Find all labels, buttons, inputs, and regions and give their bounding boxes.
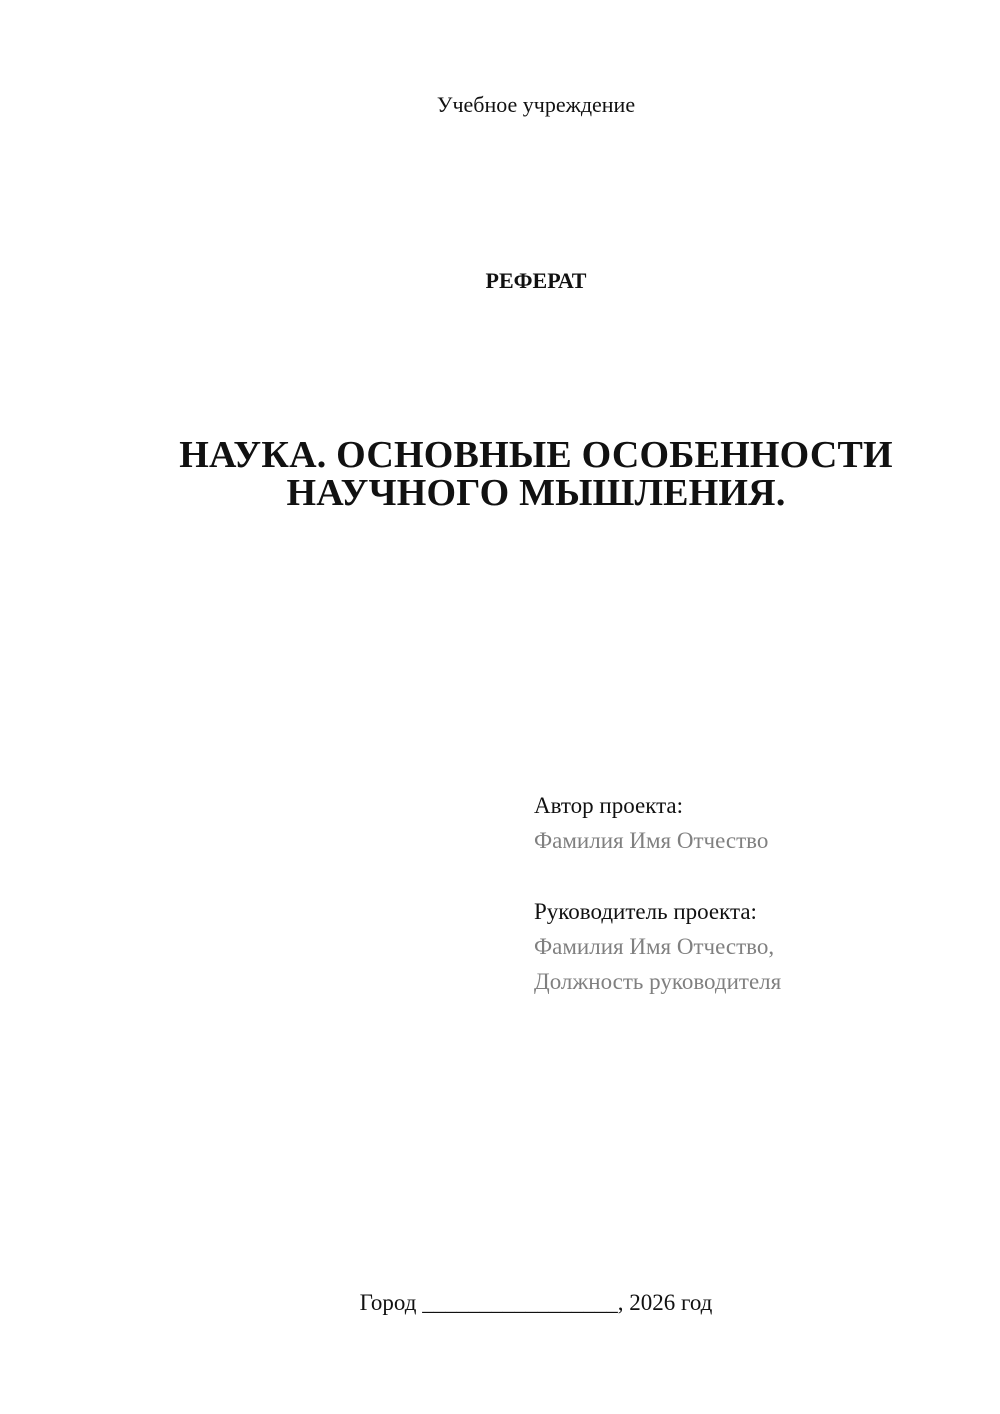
supervisor-position: Должность руководителя — [534, 969, 782, 994]
city-blank: _________________ — [422, 1290, 618, 1315]
supervisor-label: Руководитель проекта: — [534, 899, 757, 924]
author-name: Фамилия Имя Отчество — [534, 828, 769, 853]
info-spacer — [534, 858, 781, 894]
document-title — [0, 436, 1000, 512]
city-label: Город — [359, 1290, 417, 1315]
document-type: РЕФЕРАТ — [485, 268, 587, 293]
institution-name: Учебное учреждение — [436, 92, 636, 117]
author-label: Автор проекта: — [534, 793, 683, 818]
document-title-line-1: НАУКА. ОСНОВНЫЕ ОСОБЕННОСТИ — [179, 434, 893, 476]
document-title-line-2: НАУЧНОГО МЫШЛЕНИЯ. — [286, 472, 786, 514]
city-year-line — [0, 1290, 1000, 1316]
year-text: , 2026 год — [617, 1290, 713, 1315]
project-info — [534, 788, 781, 999]
supervisor-name: Фамилия Имя Отчество, — [534, 934, 775, 959]
